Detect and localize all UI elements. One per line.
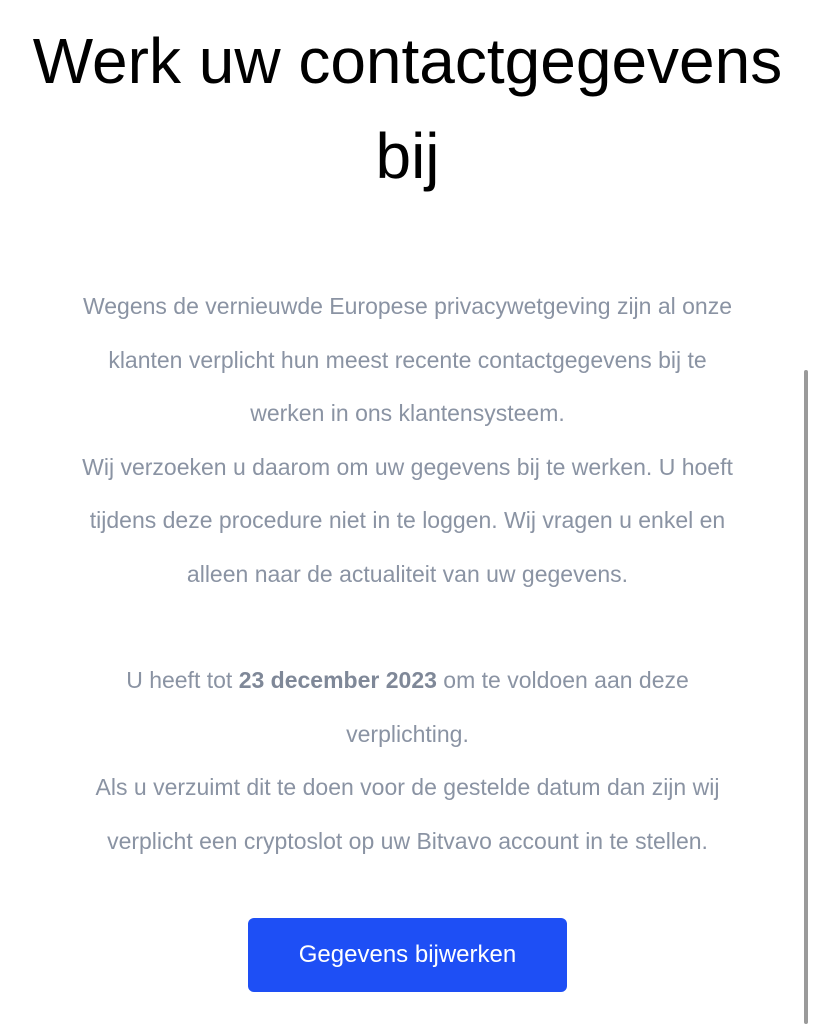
body-line: tijdens deze procedure niet in te loggen. Wij vragen u enkel en bbox=[89, 507, 726, 533]
body-line: Als u verzuimt dit te doen voor de gestelde datum dan zijn wij bbox=[95, 774, 720, 800]
deadline-line bbox=[0, 654, 815, 708]
body-line: verplichting. bbox=[346, 720, 469, 747]
body-line: klanten verplicht hun meest recente contactgegevens bij te bbox=[108, 346, 707, 373]
deadline-prefix: U heeft tot bbox=[126, 667, 239, 693]
body-line: werken in ons klantensysteem. bbox=[250, 400, 565, 426]
title-line: bij bbox=[375, 120, 440, 192]
body-line: alleen naar de actualiteit van uw gegevens. bbox=[186, 560, 629, 587]
deadline-date: 23 december 2023 bbox=[238, 667, 437, 693]
message-body bbox=[0, 280, 815, 868]
body-line: verplicht een cryptoslot op uw Bitvavo account in te stellen. bbox=[107, 827, 708, 854]
title-line: Werk uw contactgegevens bbox=[32, 25, 783, 97]
scrollbar[interactable] bbox=[804, 370, 808, 1024]
update-details-button[interactable]: Gegevens bijwerken bbox=[248, 918, 567, 992]
spacer bbox=[0, 601, 815, 654]
page-title bbox=[0, 14, 815, 204]
body-line: Wegens de vernieuwde Europese privacywetgeving zijn al onze bbox=[82, 293, 733, 319]
deadline-suffix: om te voldoen aan deze bbox=[436, 667, 689, 693]
body-line: Wij verzoeken u daarom om uw gegevens bij te werken. U hoeft bbox=[82, 453, 733, 480]
